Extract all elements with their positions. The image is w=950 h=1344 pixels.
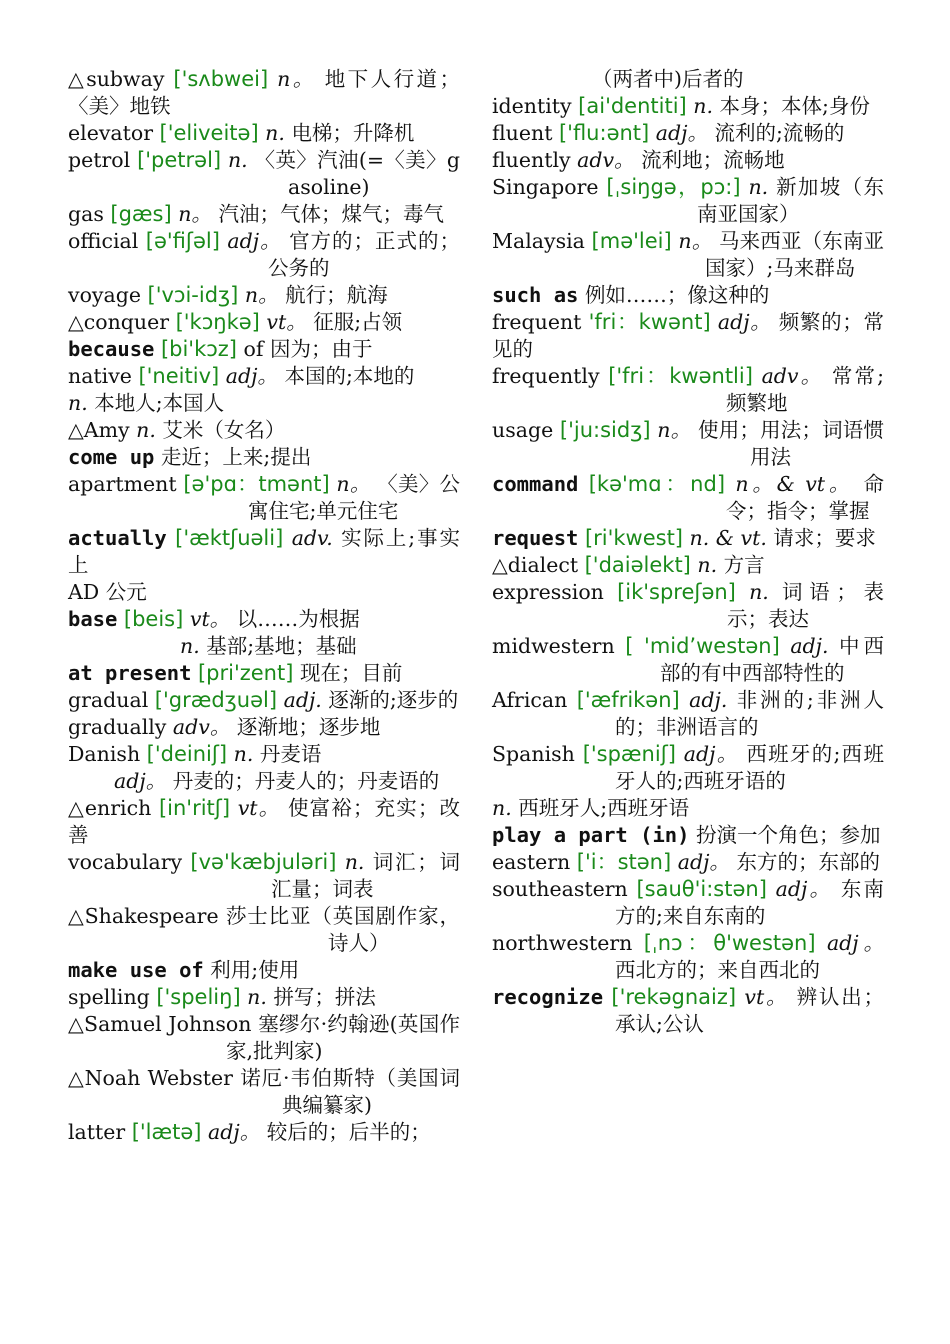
vocab-entry bbox=[492, 363, 884, 417]
headword: expression bbox=[492, 580, 604, 604]
part-of-speech: adj。 bbox=[677, 850, 730, 874]
phonetic: ['fri：kwəntli] bbox=[608, 364, 753, 388]
definition: of 因为；由于 bbox=[243, 337, 373, 361]
vocab-entry bbox=[492, 552, 884, 579]
headword: gradually bbox=[68, 715, 167, 739]
vocab-entry bbox=[68, 687, 460, 714]
vocab-entry bbox=[492, 633, 884, 687]
definition: 拼写；拼法 bbox=[273, 985, 376, 1009]
vocab-entry bbox=[492, 930, 884, 984]
part-of-speech: vt。 bbox=[237, 796, 281, 820]
vocab-entry bbox=[68, 714, 460, 741]
definition: 官方的；正式的；公务的 bbox=[268, 229, 460, 280]
vocab-entry bbox=[68, 1011, 460, 1065]
phonetic: [mə'lei] bbox=[591, 229, 672, 253]
headword: at present bbox=[68, 661, 192, 685]
vocab-entry bbox=[68, 633, 460, 660]
vocab-entry bbox=[492, 876, 884, 930]
vocab-entry bbox=[68, 957, 460, 984]
definition: 例如……；像这种的 bbox=[584, 283, 770, 307]
phonetic: [ik'spreʃən] bbox=[617, 580, 736, 604]
vocab-entry bbox=[492, 147, 884, 174]
headword: midwestern bbox=[492, 634, 615, 658]
part-of-speech: adj。 bbox=[225, 364, 278, 388]
headword: petrol bbox=[68, 148, 131, 172]
phonetic: ['eliveitə] bbox=[159, 121, 259, 145]
definition: 航行；航海 bbox=[285, 283, 388, 307]
headword: usage bbox=[492, 418, 554, 442]
part-of-speech: adv。 bbox=[172, 715, 231, 739]
vocab-entry bbox=[492, 525, 884, 552]
phonetic: 'fri：kwənt] bbox=[588, 310, 711, 334]
definition: 本身；本体;身份 bbox=[719, 94, 870, 118]
vocab-entry bbox=[492, 687, 884, 741]
phonetic: [bi'kɔz] bbox=[160, 337, 237, 361]
definition: （两者中)后者的 bbox=[592, 67, 744, 91]
part-of-speech: n。& vt。 bbox=[735, 472, 854, 496]
definition: 基部;基地；基础 bbox=[206, 634, 357, 658]
headword: spelling bbox=[68, 985, 150, 1009]
headword: voyage bbox=[68, 283, 141, 307]
vocab-entry bbox=[68, 147, 460, 201]
phonetic: [sauθ'i:stən] bbox=[636, 877, 767, 901]
definition: 马来西亚（东南亚国家）;马来群岛 bbox=[705, 229, 885, 280]
part-of-speech: n. bbox=[227, 148, 248, 172]
vocab-entry bbox=[68, 579, 460, 606]
headword: identity bbox=[492, 94, 572, 118]
headword: command bbox=[492, 472, 579, 496]
phonetic: ['neitiv] bbox=[138, 364, 220, 388]
headword: base bbox=[68, 607, 118, 631]
vocab-entry bbox=[68, 903, 460, 957]
vocab-entry bbox=[492, 984, 884, 1038]
headword: request bbox=[492, 526, 579, 550]
definition: 流利地；流畅地 bbox=[641, 148, 785, 172]
vocab-entry bbox=[68, 120, 460, 147]
definition: 非洲的;非洲人的；非洲语言的 bbox=[615, 688, 884, 739]
headword: actually bbox=[68, 526, 167, 550]
definition: 词语；表示；表达 bbox=[727, 580, 884, 631]
definition: 西北方的；来自西北的 bbox=[615, 958, 820, 982]
headword: recognize bbox=[492, 985, 604, 1009]
headword: △Shakespeare bbox=[68, 904, 219, 928]
definition: 以……为根据 bbox=[236, 607, 360, 631]
definition: 使富裕；充实；改善 bbox=[68, 796, 460, 847]
definition: 辨认出；承认;公认 bbox=[615, 985, 884, 1036]
definition: 新加坡（东南亚国家） bbox=[697, 175, 884, 226]
definition: 汽油；气体；煤气；毒气 bbox=[218, 202, 444, 226]
part-of-speech: adv. bbox=[291, 526, 333, 550]
definition: 诺厄·韦伯斯特（美国词典编纂家) bbox=[240, 1066, 460, 1117]
part-of-speech: n. bbox=[247, 985, 267, 1009]
headword: latter bbox=[68, 1120, 126, 1144]
vocab-entry bbox=[492, 579, 884, 633]
vocab-entry bbox=[68, 741, 460, 768]
definition: 塞缪尔·约翰逊(英国作家,批判家) bbox=[226, 1012, 460, 1063]
vocab-entry bbox=[68, 417, 460, 444]
definition: 扮演一个角色；参加 bbox=[696, 823, 881, 847]
definition: 征服;占领 bbox=[313, 310, 403, 334]
headword: apartment bbox=[68, 472, 177, 496]
vocab-entry bbox=[492, 120, 884, 147]
definition: 常常;频繁地 bbox=[726, 364, 884, 415]
phonetic: ['vɔi-idʒ] bbox=[147, 283, 239, 307]
headword: African bbox=[492, 688, 568, 712]
phonetic: ['speliŋ] bbox=[156, 985, 241, 1009]
phonetic: [ri'kwest] bbox=[584, 526, 683, 550]
headword: △dialect bbox=[492, 553, 579, 577]
definition: 东南方的;来自东南的 bbox=[615, 877, 884, 928]
phonetic: ['flu:ənt] bbox=[558, 121, 650, 145]
part-of-speech: adv。 bbox=[577, 148, 635, 172]
phonetic: ['æktʃuəli] bbox=[175, 526, 284, 550]
definition: 本地人;本国人 bbox=[94, 391, 225, 415]
headword: gas bbox=[68, 202, 104, 226]
part-of-speech: n。 bbox=[657, 418, 692, 442]
phonetic: [ˌsiŋgə，pɔ:] bbox=[606, 175, 741, 199]
definition: 现在；目前 bbox=[299, 661, 403, 685]
definition: 利用;使用 bbox=[210, 958, 300, 982]
headword: △subway bbox=[68, 67, 165, 91]
definition: 〈美〉公寓住宅;单元住宅 bbox=[248, 472, 460, 523]
phonetic: [kə'mɑ：nd] bbox=[588, 472, 726, 496]
vocab-entry bbox=[68, 363, 460, 390]
definition: 东方的；东部的 bbox=[736, 850, 880, 874]
headword: △conquer bbox=[68, 310, 170, 334]
part-of-speech: adj。 bbox=[826, 931, 884, 955]
vocab-entry bbox=[68, 984, 460, 1011]
definition: 逐渐的;逐步的 bbox=[328, 688, 459, 712]
part-of-speech: adj。 bbox=[114, 769, 167, 793]
part-of-speech: adj. bbox=[790, 634, 829, 658]
phonetic: [ 'mid’westən] bbox=[625, 634, 780, 658]
part-of-speech: n. bbox=[68, 391, 88, 415]
vocab-entry bbox=[68, 525, 460, 579]
headword: fluently bbox=[492, 148, 571, 172]
headword: such as bbox=[492, 283, 579, 307]
definition: 地下人行道；〈美〉地铁 bbox=[68, 67, 460, 118]
phonetic: [ə'fiʃəl] bbox=[145, 229, 220, 253]
headword: eastern bbox=[492, 850, 571, 874]
headword: Singapore bbox=[492, 175, 599, 199]
vocab-entry bbox=[68, 444, 460, 471]
phonetic: [və'kæbjuləri] bbox=[190, 850, 337, 874]
part-of-speech: n. bbox=[344, 850, 365, 874]
phonetic: ['ju:sidʒ] bbox=[559, 418, 651, 442]
phonetic: [ˌnɔ：θ'westən] bbox=[643, 931, 816, 955]
phonetic: [in'ritʃ] bbox=[158, 796, 231, 820]
vocab-entry bbox=[68, 660, 460, 687]
vocab-entry bbox=[492, 795, 884, 822]
phonetic: ['deiniʃ] bbox=[146, 742, 228, 766]
part-of-speech: n。 bbox=[178, 202, 212, 226]
definition: 本国的;本地的 bbox=[284, 364, 415, 388]
headword: elevator bbox=[68, 121, 154, 145]
part-of-speech: n。 bbox=[678, 229, 713, 253]
vocab-entry bbox=[68, 1065, 460, 1119]
part-of-speech: n。 bbox=[244, 283, 279, 307]
vocab-entry bbox=[68, 201, 460, 228]
phonetic: ['grædʒuəl] bbox=[154, 688, 278, 712]
definition: 走近；上来;提出 bbox=[160, 445, 312, 469]
phonetic: ['i：stən] bbox=[576, 850, 672, 874]
definition: 中西部的有中西部特性的 bbox=[660, 634, 884, 685]
phonetic: ['sʌbwei] bbox=[173, 67, 269, 91]
vocab-entry bbox=[68, 336, 460, 363]
vocab-entry bbox=[68, 606, 460, 633]
vocab-entry bbox=[68, 471, 460, 525]
vocab-entry bbox=[492, 471, 884, 525]
vocab-entry bbox=[68, 66, 460, 120]
vocab-entry bbox=[492, 228, 884, 282]
definition: 使用；用法；词语惯用法 bbox=[698, 418, 884, 469]
definition: 丹麦语 bbox=[259, 742, 322, 766]
headword: northwestern bbox=[492, 931, 633, 955]
part-of-speech: n. bbox=[748, 175, 769, 199]
phonetic: ['æfrikən] bbox=[576, 688, 680, 712]
vocab-entry bbox=[492, 66, 884, 93]
headword: fluent bbox=[492, 121, 553, 145]
part-of-speech: n. bbox=[180, 634, 200, 658]
definition: 丹麦的；丹麦人的；丹麦语的 bbox=[172, 769, 440, 793]
headword: frequently bbox=[492, 364, 600, 388]
part-of-speech: adj. bbox=[689, 688, 728, 712]
part-of-speech: vt。 bbox=[189, 607, 231, 631]
phonetic: [gæs] bbox=[110, 202, 172, 226]
part-of-speech: vt。 bbox=[266, 310, 307, 334]
definition: 电梯；升降机 bbox=[291, 121, 415, 145]
phonetic: ['rekəgnaiz] bbox=[611, 985, 737, 1009]
part-of-speech: n。 bbox=[277, 67, 316, 91]
vocab-entry bbox=[492, 309, 884, 363]
vocab-entry bbox=[492, 849, 884, 876]
definition: 〈英〉汽油(=〈美〉gasoline) bbox=[254, 148, 460, 199]
part-of-speech: n. & vt. bbox=[689, 526, 767, 550]
vocab-entry bbox=[492, 282, 884, 309]
part-of-speech: n. bbox=[233, 742, 254, 766]
part-of-speech: n. bbox=[749, 580, 769, 604]
part-of-speech: n. bbox=[492, 796, 512, 820]
phonetic: ['petrəl] bbox=[137, 148, 222, 172]
part-of-speech: adj。 bbox=[717, 310, 772, 334]
part-of-speech: n. bbox=[697, 553, 718, 577]
vocab-entry bbox=[492, 822, 884, 849]
headword: official bbox=[68, 229, 139, 253]
definition: 西班牙的;西班牙人的;西班牙语的 bbox=[615, 742, 884, 793]
part-of-speech: n。 bbox=[336, 472, 371, 496]
vocab-entry bbox=[68, 768, 460, 795]
vocab-entry bbox=[492, 174, 884, 228]
definition: 艾米（女名） bbox=[162, 418, 286, 442]
phonetic: ['daiəlekt] bbox=[584, 553, 691, 577]
part-of-speech: adj。 bbox=[208, 1120, 261, 1144]
definition: 词汇；词汇量；词表 bbox=[271, 850, 460, 901]
vocab-entry bbox=[68, 309, 460, 336]
vocab-entry bbox=[68, 849, 460, 903]
left-column bbox=[68, 66, 460, 1146]
part-of-speech: adj。 bbox=[227, 229, 282, 253]
headword: come up bbox=[68, 445, 155, 469]
headword: △enrich bbox=[68, 796, 152, 820]
phonetic: [beis] bbox=[123, 607, 184, 631]
definition: 流利的;流畅的 bbox=[714, 121, 845, 145]
vocab-entry bbox=[492, 741, 884, 795]
vocab-entry bbox=[68, 1119, 460, 1146]
headword: because bbox=[68, 337, 155, 361]
headword: play a part (in) bbox=[492, 823, 690, 847]
definition: 较后的；后半的； bbox=[266, 1120, 431, 1144]
definition: 频繁的；常见的 bbox=[492, 310, 884, 361]
vocab-entry bbox=[492, 93, 884, 120]
part-of-speech: n. bbox=[265, 121, 285, 145]
headword: △Noah Webster bbox=[68, 1066, 233, 1090]
vocab-entry bbox=[68, 228, 460, 282]
part-of-speech: adj。 bbox=[683, 742, 739, 766]
headword: △Samuel Johnson bbox=[68, 1012, 252, 1036]
part-of-speech: adv。 bbox=[761, 364, 824, 388]
phonetic: [ə'pɑ：tmənt] bbox=[183, 472, 330, 496]
definition: 西班牙人;西班牙语 bbox=[518, 796, 690, 820]
headword: make use of bbox=[68, 958, 204, 982]
right-column bbox=[492, 66, 884, 1038]
headword: southeastern bbox=[492, 877, 628, 901]
headword: frequent bbox=[492, 310, 582, 334]
headword: native bbox=[68, 364, 132, 388]
part-of-speech: vt。 bbox=[744, 985, 789, 1009]
definition: 公元 bbox=[105, 580, 147, 604]
phonetic: ['lætə] bbox=[131, 1120, 202, 1144]
vocab-entry bbox=[68, 795, 460, 849]
part-of-speech: adj. bbox=[283, 688, 322, 712]
part-of-speech: n. bbox=[693, 94, 713, 118]
part-of-speech: adj。 bbox=[655, 121, 708, 145]
vocab-entry bbox=[68, 390, 460, 417]
headword: Malaysia bbox=[492, 229, 585, 253]
vocab-entry bbox=[68, 282, 460, 309]
phonetic: ['kɔŋkə] bbox=[175, 310, 260, 334]
definition: 逐渐地；逐步地 bbox=[236, 715, 381, 739]
vocab-entry bbox=[492, 417, 884, 471]
headword: Spanish bbox=[492, 742, 575, 766]
part-of-speech: n. bbox=[136, 418, 156, 442]
headword: Danish bbox=[68, 742, 141, 766]
definition: 命令；指令；掌握 bbox=[726, 472, 884, 523]
headword: △Amy bbox=[68, 418, 130, 442]
definition: 方言 bbox=[723, 553, 765, 577]
definition: 请求；要求 bbox=[773, 526, 876, 550]
headword: gradual bbox=[68, 688, 149, 712]
headword: vocabulary bbox=[68, 850, 183, 874]
headword: AD bbox=[68, 580, 100, 604]
part-of-speech: adj。 bbox=[775, 877, 833, 901]
definition: 实际上;事实上 bbox=[68, 526, 460, 577]
phonetic: [pri'zent] bbox=[197, 661, 294, 685]
phonetic: [ai'dentiti] bbox=[578, 94, 687, 118]
phonetic: ['spæniʃ] bbox=[582, 742, 676, 766]
definition: 莎士比亚（英国剧作家，诗人） bbox=[225, 904, 460, 955]
